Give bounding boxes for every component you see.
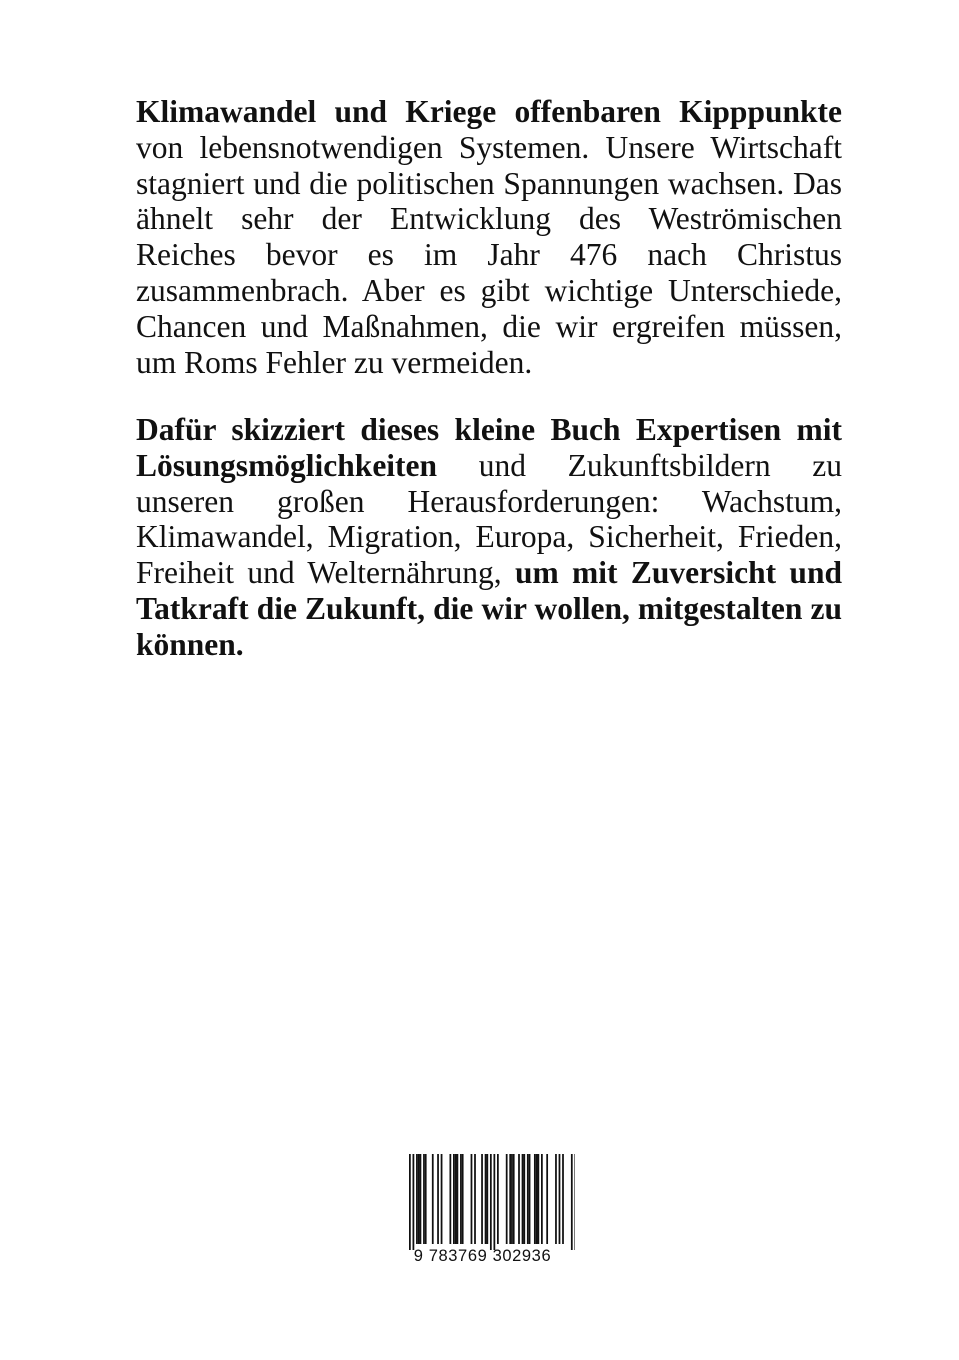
- barcode-bar: [455, 1154, 457, 1244]
- blurb-paragraph-2: [136, 412, 842, 663]
- barcode-bar: [409, 1154, 411, 1250]
- barcode-bar: [518, 1154, 520, 1244]
- barcode-bar: [522, 1154, 524, 1244]
- barcode-bar: [523, 1154, 525, 1244]
- blurb-paragraph-1: [136, 94, 842, 380]
- barcode-bar: [441, 1154, 443, 1244]
- barcode-bar: [453, 1154, 455, 1244]
- barcode-bar: [529, 1154, 531, 1244]
- barcode-bar: [474, 1154, 476, 1244]
- barcode-bar: [420, 1154, 422, 1244]
- barcode-bar: [485, 1154, 487, 1244]
- barcode-bar: [527, 1154, 529, 1244]
- blurb-2-bold-tail: um mit Zuversicht und Tatkraft die Zukunft, die wir wollen, mitgestalten zu können.: [136, 555, 842, 662]
- isbn-barcode: [390, 1150, 575, 1268]
- barcode-bar: [432, 1154, 434, 1244]
- barcode-bar: [534, 1154, 536, 1244]
- barcode-bar: [546, 1154, 548, 1244]
- barcode-bar: [486, 1154, 488, 1244]
- barcode-bar: [541, 1154, 543, 1244]
- barcode-bar: [481, 1154, 483, 1244]
- barcode-bar: [457, 1154, 459, 1244]
- isbn-digits: 9 783769 302936: [413, 1247, 552, 1265]
- barcode-bar: [462, 1154, 464, 1244]
- barcode-bar: [555, 1154, 557, 1244]
- barcode-bar: [413, 1154, 415, 1250]
- barcode-bar: [513, 1154, 515, 1244]
- blurb-2-text: und Zukunftsbildern zu unseren großen Herausforderungen: Wachstum, Klimawandel, Migration, Europa, Sicherheit, Frieden, Freiheit und Welternährung,: [136, 447, 842, 591]
- blurb-1-bold-lead: Klimawandel und Kriege offenbaren Kipppunkte: [136, 94, 842, 129]
- barcode-bar: [497, 1154, 499, 1244]
- barcode-bar: [506, 1154, 508, 1244]
- barcode-bar: [562, 1154, 564, 1244]
- barcode-bar: [425, 1154, 427, 1244]
- barcode-bar: [418, 1154, 420, 1244]
- blurb-2-bold-lead: Dafür skizziert dieses kleine Buch Expertisen mit Lösungsmöglichkeiten: [136, 412, 842, 483]
- barcode-bar: [511, 1154, 513, 1244]
- barcode-bar: [559, 1154, 561, 1244]
- barcode-bar: [574, 1154, 575, 1250]
- barcode-bar: [471, 1154, 473, 1244]
- barcode-bar: [571, 1154, 573, 1250]
- blurb-1-text: von lebensnotwendigen Systemen. Unsere Wirtschaft stagniert und die politischen Spannungen wachsen. Das ähnelt sehr der Entwicklung des Weströmischen Reiches bevor es im Jahr 476 nach Christus zusammenbrach. Aber es gibt wichtige Unterschiede, Chancen und Maßnahmen, die wir ergreifen müssen, um Roms Fehler zu vermeiden.: [136, 129, 842, 380]
- barcode-bar: [416, 1154, 418, 1244]
- barcode-bar: [437, 1154, 439, 1244]
- barcode-bar: [460, 1154, 462, 1244]
- barcode-bar: [493, 1154, 495, 1250]
- barcode-bar: [449, 1154, 451, 1244]
- barcode-bars: [390, 1150, 575, 1250]
- barcode-bar: [537, 1154, 539, 1244]
- barcode-bar: [509, 1154, 511, 1244]
- barcode-bar: [536, 1154, 538, 1244]
- barcode-bar: [423, 1154, 425, 1244]
- barcode-bar: [490, 1154, 492, 1250]
